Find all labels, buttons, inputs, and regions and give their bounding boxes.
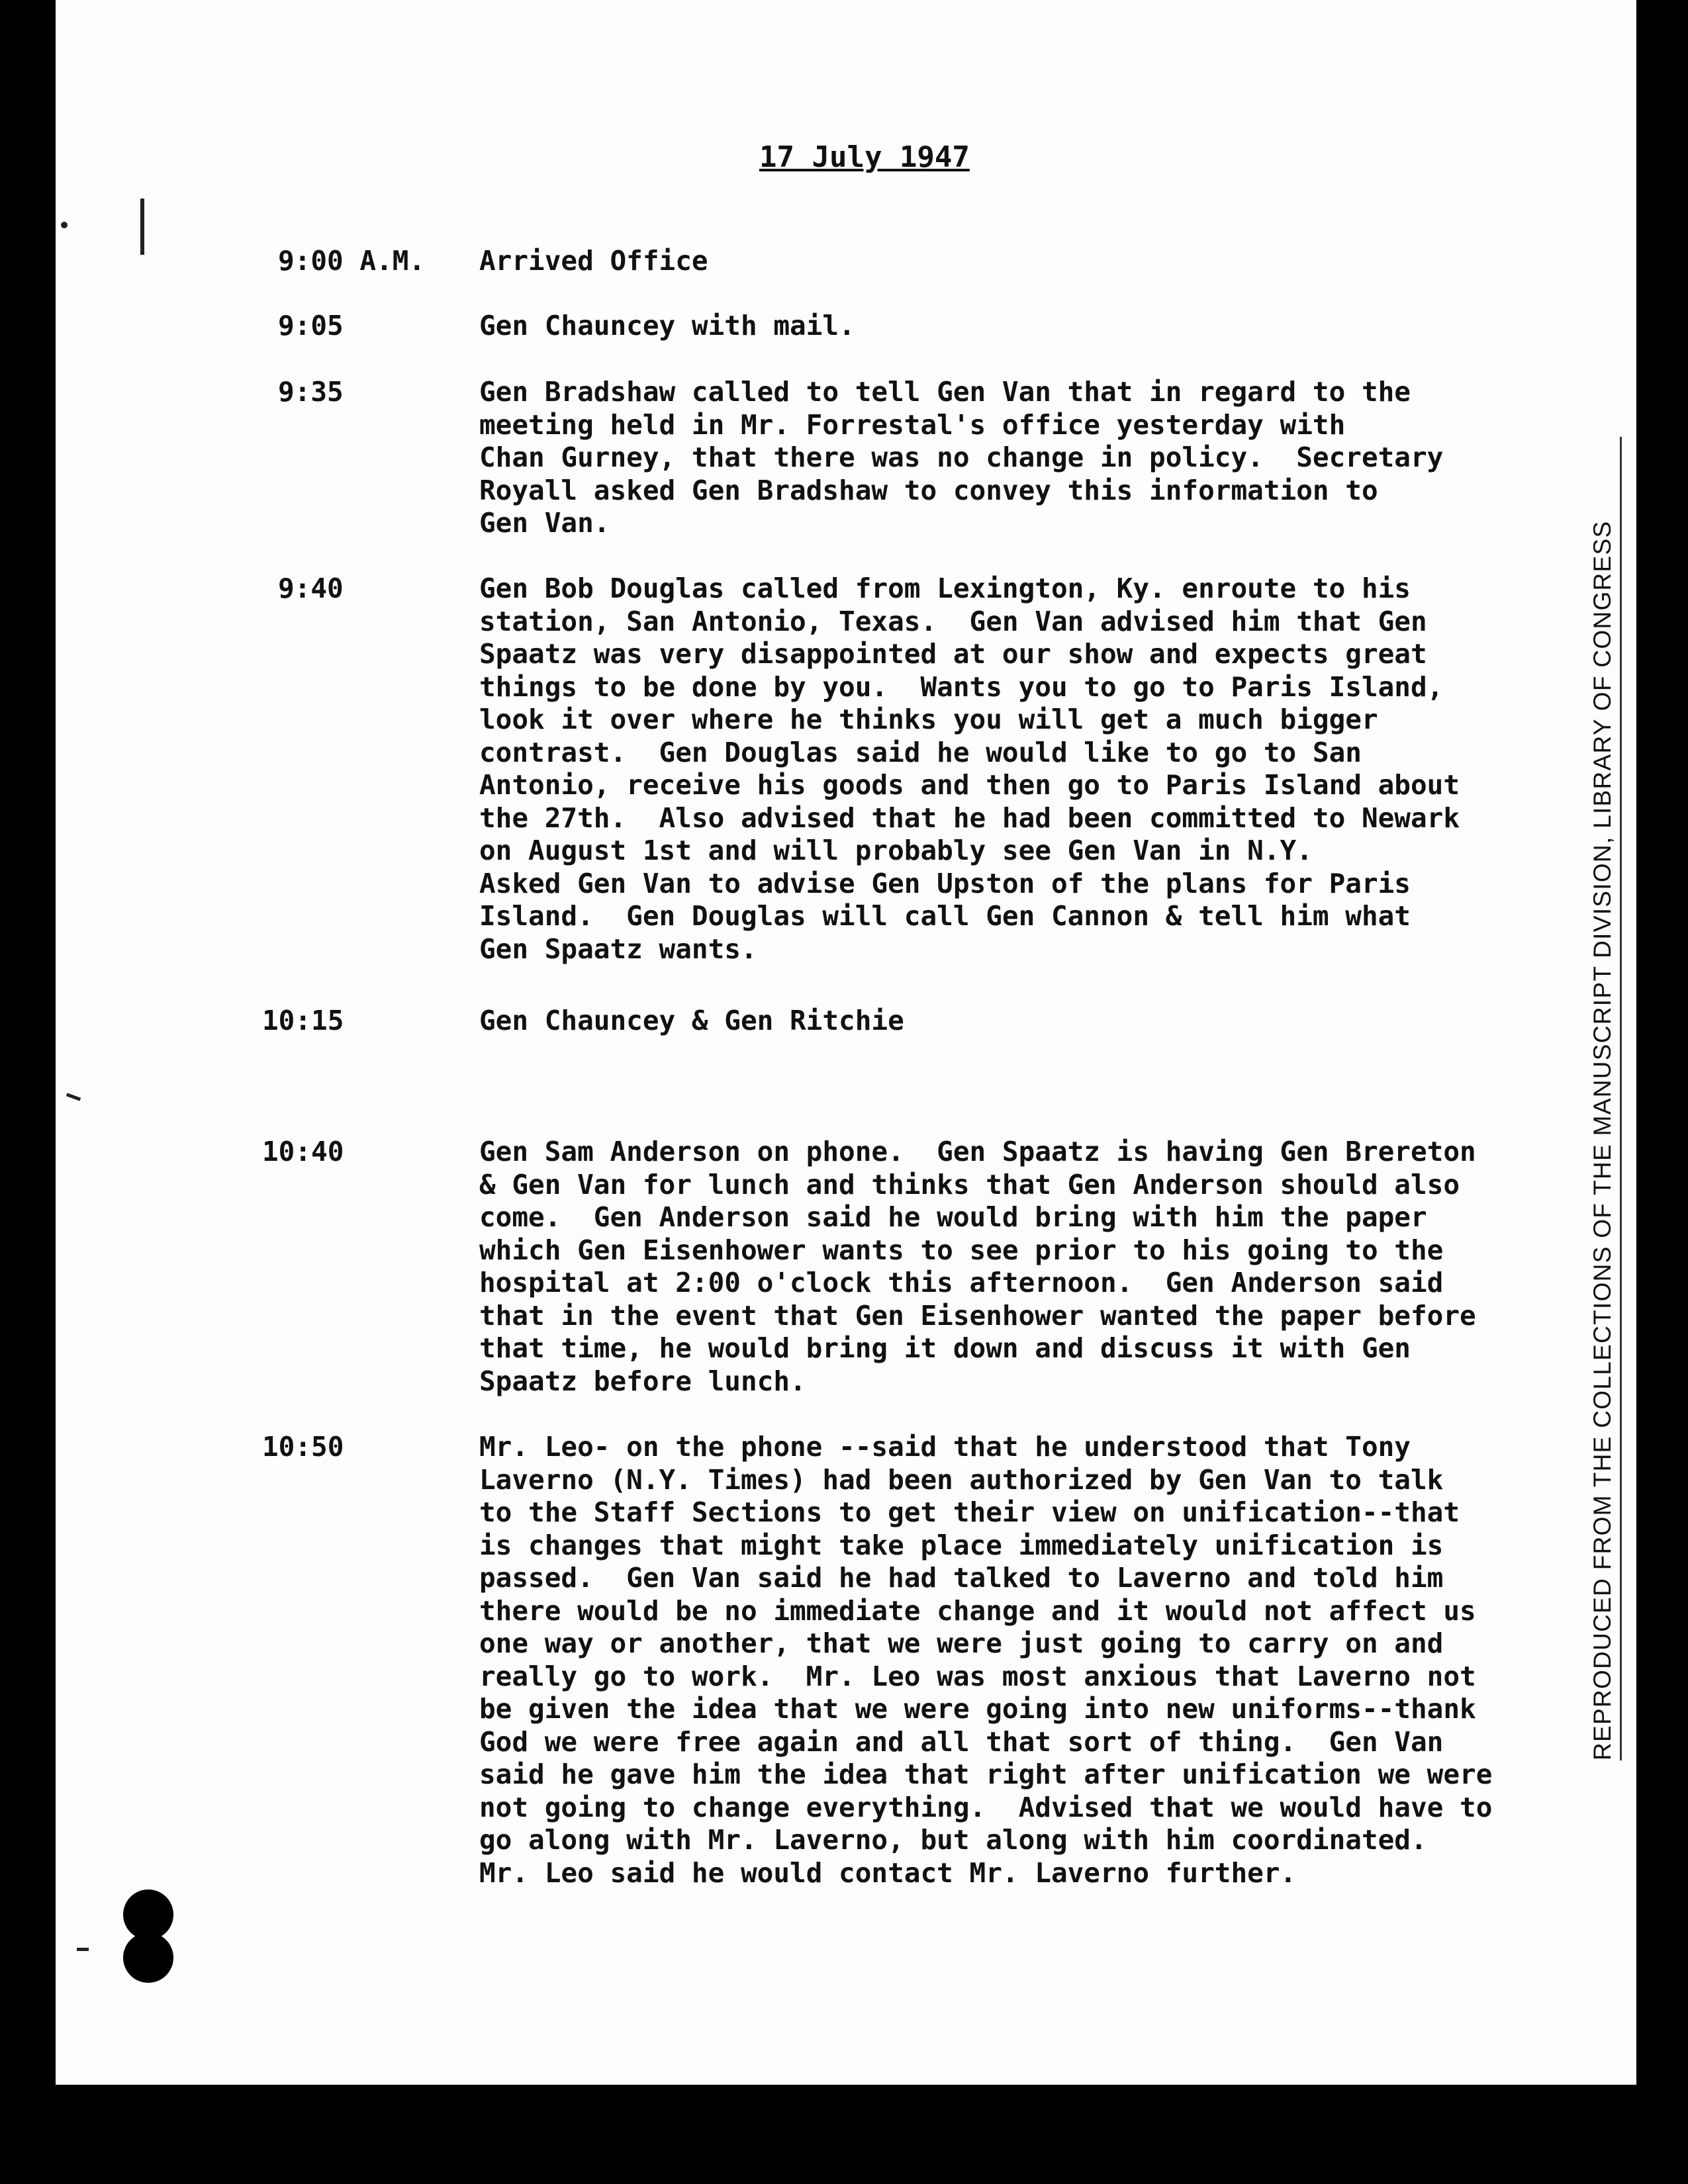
entry-line: one way or another, that we were just going to carry on and — [479, 1627, 1444, 1659]
entry-text — [479, 1136, 1499, 1398]
punch-hole-top — [0, 173, 53, 253]
entry-text — [479, 1005, 1499, 1038]
entry-text — [479, 310, 1499, 343]
entry-line: to the Staff Sections to get their view on unification--that — [479, 1496, 1460, 1528]
entry-line: Antonio, receive his goods and then go to Paris Island about — [479, 769, 1460, 801]
entry-line: look it over where he thinks you will get a much bigger — [479, 704, 1378, 735]
entry-line: Royall asked Gen Bradshaw to convey this information to — [479, 474, 1378, 506]
entry-line: is changes that might take place immediately unification is — [479, 1529, 1444, 1561]
entry-line: station, San Antonio, Texas. Gen Van advised him that Gen — [479, 605, 1427, 637]
entry-line: Gen Chauncey with mail. — [479, 310, 855, 341]
entry-text — [479, 376, 1499, 540]
scan-mark-dash-bottom — [77, 1948, 89, 1951]
entry-line: meeting held in Mr. Forrestal's office yesterday with — [479, 408, 1346, 441]
entry-time: 9:35 — [278, 376, 344, 408]
stamp-rule — [1620, 437, 1622, 1760]
punch-hole-lower — [0, 1840, 46, 1906]
entry-text — [479, 245, 1499, 278]
entry-time: 9:05 — [278, 310, 344, 341]
entry-line: Gen Bradshaw called to tell Gen Van that in regard to the — [479, 376, 1411, 408]
entry-line: on August 1st and will probably see Gen Van in N.Y. — [479, 835, 1313, 866]
entry-line: there would be no immediate change and it would not affect us — [479, 1594, 1476, 1627]
entry-line: be given the idea that we were going into new uniforms--thank — [479, 1693, 1476, 1725]
entry-line: hospital at 2:00 o'clock this afternoon. Gen Anderson said — [479, 1267, 1444, 1298]
entry-line: that in the event that Gen Eisenhower wanted the paper before — [479, 1299, 1476, 1332]
entry-line: Asked Gen Van to advise Gen Upston of the plans for Paris — [479, 867, 1411, 899]
library-of-congress-stamp: REPRODUCED FROM THE COLLECTIONS OF THE MANUSCRIPT DIVISION, LIBRARY OF CONGRESS — [1589, 520, 1616, 1760]
entry-text — [479, 1431, 1499, 1889]
entry-line: that time, he would bring it down and discuss it with Gen — [479, 1332, 1411, 1364]
entry-line: Gen Chauncey & Gen Ritchie — [479, 1005, 904, 1036]
entry-line: God we were free again and all that sort of thing. Gen Van — [479, 1725, 1444, 1758]
entry-line: Mr. Leo said he would contact Mr. Laverno further. — [479, 1856, 1297, 1889]
entry-text — [479, 572, 1499, 966]
entry-line: Spaatz was very disappointed at our show and expects great — [479, 638, 1427, 670]
entry-time: 10:15 — [262, 1005, 344, 1036]
entry-line: not going to change everything. Advised that we would have to — [479, 1791, 1493, 1823]
scan-mark-vertical — [140, 199, 144, 255]
entry-line: come. Gen Anderson said he would bring with him the paper — [479, 1201, 1427, 1233]
entry-line: Gen Sam Anderson on phone. Gen Spaatz is having Gen Brereton — [479, 1136, 1476, 1167]
punch-hole-bottom-a — [0, 1565, 40, 1645]
entry-line: which Gen Eisenhower wants to see prior to his going to the — [479, 1234, 1444, 1266]
entry-line: said he gave him the idea that right after unification we were — [479, 1758, 1493, 1790]
entry-line: go along with Mr. Laverno, but along with him coordinated. — [479, 1824, 1427, 1856]
entry-time: 10:50 — [262, 1431, 344, 1463]
entry-line: things to be done by you. Wants you to go to Paris Island, — [479, 670, 1444, 703]
entry-line: the 27th. Also advised that he had been committed to Newark — [479, 801, 1460, 834]
punch-hole-middle — [0, 1013, 53, 1092]
scan-mark-small — [61, 222, 68, 228]
entry-line: & Gen Van for lunch and thinks that Gen Anderson should also — [479, 1168, 1460, 1201]
entry-line: Arrived Office — [479, 245, 708, 277]
entry-line: passed. Gen Van said he had talked to Laverno and told him — [479, 1562, 1444, 1594]
entry-line: Gen Bob Douglas called from Lexington, Ky. enroute to his — [479, 572, 1411, 604]
entry-line: really go to work. Mr. Leo was most anxious that Laverno not — [479, 1660, 1476, 1692]
binder-ring-bottom — [123, 1933, 173, 1983]
entry-line: Spaatz before lunch. — [479, 1365, 806, 1397]
entry-time: 9:00 A.M. — [278, 245, 426, 277]
entry-time: 10:40 — [262, 1136, 344, 1167]
entry-line: Gen Van. — [479, 507, 610, 539]
document-date: 17 July 1947 — [759, 140, 970, 174]
entry-line: Gen Spaatz wants. — [479, 933, 757, 965]
entry-line: contrast. Gen Douglas said he would like to go to San — [479, 736, 1362, 768]
entry-line: Island. Gen Douglas will call Gen Cannon & tell him what — [479, 900, 1411, 932]
entry-line: Mr. Leo- on the phone --said that he understood that Tony — [479, 1431, 1411, 1463]
entry-line: Laverno (N.Y. Times) had been authorized by Gen Van to talk — [479, 1463, 1444, 1496]
entry-time: 9:40 — [278, 572, 344, 604]
entry-line: Chan Gurney, that there was no change in policy. Secretary — [479, 441, 1444, 473]
